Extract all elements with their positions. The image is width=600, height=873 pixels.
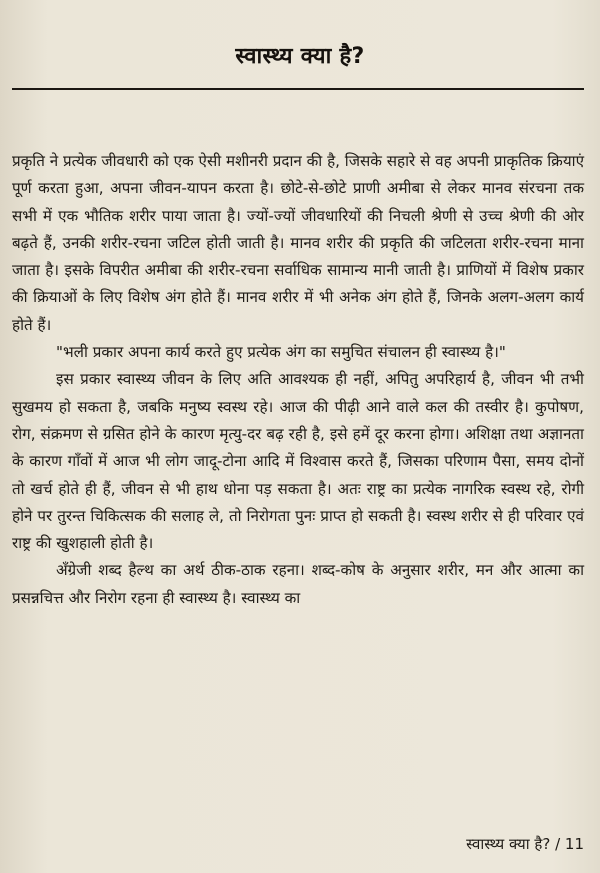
quote-definition: "भली प्रकार अपना कार्य करते हुए प्रत्येक अंग का समुचित संचालन ही स्वास्थ्य है।" [56, 343, 506, 362]
chapter-title: स्वास्थ्य क्या है? [235, 44, 365, 69]
paragraph-intro: प्रकृति ने प्रत्येक जीवधारी को एक ऐसी मशीनरी प्रदान की है, जिसके सहारे से वह अपनी प्राकृतिक क्रियाएं पूर्ण करता हुआ, अपना जीवन-यापन करता है। छोटे-से-छोटे प्राणी अमीबा से लेकर मानव संरचना तक सभी में एक भौतिक शरीर पाया जाता है। ज्यों-ज्यों जीवधारियों की निचली श्रेणी से उच्च श्रेणी की ओर बढ़ते हैं, उनकी शरीर-रचना जटिल होती जाती है। मानव शरीर की प्रकृति की जटिलता शरीर-रचना माना जाता है। इसके विपरीत अमीबा की शरीर-रचना सर्वाधिक सामान्य मानी जाती है। प्राणियों में विशेष प्रकार की क्रियाओं के लिए विशेष अंग होते हैं। मानव शरीर में भी अनेक अंग होते हैं, जिनके अलग-अलग कार्य होते हैं। [12, 152, 584, 334]
title-divider [12, 88, 584, 90]
paragraph-english-meaning: अँग्रेजी शब्द हैल्थ का अर्थ ठीक-ठाक रहना। शब्द-कोष के अनुसार शरीर, मन और आत्मा का प्रसन्नचित्त और निरोग रहना ही स्वास्थ्य है। स्वास्थ्य का [12, 561, 584, 607]
chapter-body [12, 148, 584, 612]
paragraph-importance: इस प्रकार स्वास्थ्य जीवन के लिए अति आवश्यक ही नहीं, अपितु अपरिहार्य है, जीवन भी तभी सुखमय हो सकता है, जबकि मनुष्य स्वस्थ रहे। आज की पीढ़ी आने वाले कल की तस्वीर है। कुपोषण, रोग, संक्रमण से ग्रसित होने के कारण मृत्यु-दर बढ़ रही है, इसे हमें दूर करना होगा। अशिक्षा तथा अज्ञानता के कारण गाँवों में आज भी लोग जादू-टोना आदि में विश्वास करते हैं, जिसका परिणाम पैसा, समय दोनों तो खर्च होते ही हैं, जीवन से भी हाथ धोना पड़ सकता है। अतः राष्ट्र का प्रत्येक नागरिक स्वस्थ रहे, रोगी होने पर तुरन्त चिकित्सक की सलाह ले, तो निरोगता पुनः प्राप्त हो सकती है। स्वस्थ शरीर से ही परिवार एवं राष्ट्र की खुशहाली होती है। [12, 370, 584, 553]
page-footer: स्वास्थ्य क्या है? / 11 [466, 835, 584, 853]
